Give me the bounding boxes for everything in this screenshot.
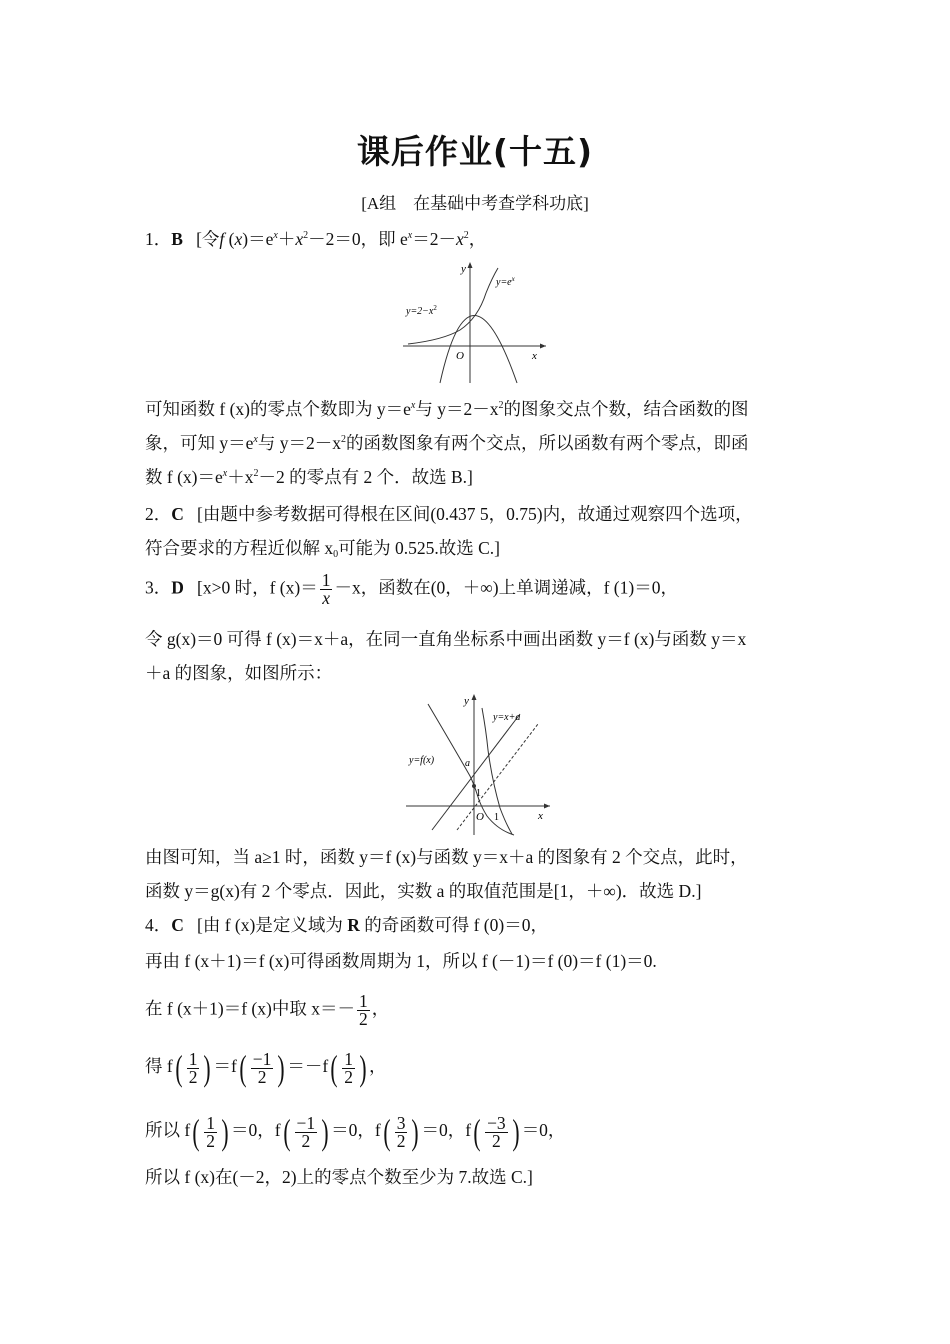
q4-line6: 所以 f (x)在(－2，2)上的零点个数至少为 7.故选 C.]	[145, 1167, 533, 1187]
q1-text: 象，可知 y＝e	[145, 433, 254, 453]
q1-label-o: O	[456, 350, 464, 362]
paren-open: (	[192, 1112, 200, 1152]
q4-line4	[145, 1050, 386, 1086]
q1-text: 的图象交点个数，结合函数的图	[503, 399, 749, 419]
q1-line4	[145, 466, 473, 488]
q3-line4: 由图可知，当 a≥1 时，函数 y＝f (x)与函数 y＝x＋a 的图象有 2 个交点，此时，	[145, 847, 748, 867]
q1-text: f	[219, 229, 225, 249]
q4-frac-den: 2	[492, 1130, 501, 1151]
q1-text: x	[455, 229, 464, 249]
q2-line2	[145, 537, 500, 559]
q1-text: )	[242, 229, 249, 249]
q1-text: －2 的零点有 2 个．故选 B.]	[258, 467, 473, 487]
q1-text: 2	[498, 400, 504, 411]
q1-text: [令	[196, 229, 220, 249]
q1-number: 1．	[145, 229, 172, 249]
q4-frac-den: 2	[344, 1066, 353, 1087]
q4-frac-den: 2	[188, 1066, 198, 1087]
q4-text: ＝0，f	[421, 1120, 472, 1141]
q1-label-par-sup: 2	[433, 304, 437, 312]
q4-number: 4．	[145, 915, 172, 935]
q2-text: 可能为 0.525.故选 C.]	[338, 538, 500, 558]
q3-text: －x，函数在(0，＋∞)上单调递减，f (1)＝0，	[334, 577, 678, 598]
q2-text: [由题中参考数据可得根在区间(0.437 5，0.75)内，故通过观察四个选项，	[197, 504, 753, 524]
q4-frac-num: −1	[296, 1112, 316, 1133]
q1-text: x	[273, 230, 278, 241]
q4-line3	[145, 993, 389, 1028]
q1-text: x	[253, 434, 258, 445]
q3-text: [x>0 时，f (x)＝	[197, 577, 318, 598]
q4-text: ＝0，f	[230, 1120, 281, 1141]
q4-frac-den: 2	[257, 1066, 267, 1087]
q1-text: 可知函数 f (x)的零点个数即为 y＝e	[145, 399, 411, 419]
q1-label-par	[405, 304, 437, 317]
q4-frac	[295, 1112, 318, 1151]
q3-label-1x: 1	[494, 812, 499, 823]
q4-frac	[395, 1112, 408, 1151]
q3-y-arrow	[472, 694, 477, 700]
q4-answer: C	[171, 915, 184, 935]
q4-frac-num: 1	[358, 991, 368, 1011]
q4-frac	[251, 1048, 274, 1087]
q4-frac-num: −1	[252, 1048, 272, 1069]
q1-text: 与 y＝2－x	[415, 399, 499, 419]
q3-line1	[145, 572, 678, 607]
q4-frac	[204, 1112, 217, 1151]
q1-text: x	[407, 230, 413, 241]
q4-text: 在 f (x＋1)＝f (x)中取 x＝－	[145, 998, 355, 1019]
q4-frac-den: 2	[301, 1130, 311, 1151]
q1-y-arrow	[468, 262, 473, 268]
paren-open: (	[473, 1112, 481, 1152]
q2-text: 0	[333, 549, 339, 560]
q3-number: 3．	[145, 577, 172, 598]
q1-text: ＝2－	[412, 229, 456, 249]
q3-label-f: y=f(x)	[409, 755, 435, 766]
paren-open: (	[239, 1048, 247, 1088]
q1-label-exp	[495, 275, 516, 288]
q1-parabola	[440, 316, 517, 384]
q4-frac-den: 2	[396, 1130, 406, 1151]
q4-line2: 再由 f (x＋1)＝f (x)可得函数周期为 1，所以 f (－1)＝f (0)＝f (1)＝0.	[145, 951, 657, 971]
q1-text: 2	[463, 230, 469, 241]
q1-text: ＝e	[248, 229, 274, 249]
paren-open: (	[330, 1048, 338, 1088]
q4-text: ＝0，f	[331, 1120, 381, 1141]
q3-graph	[402, 690, 554, 838]
q3-x-arrow	[544, 804, 550, 809]
q4-frac-num: 1	[188, 1048, 198, 1069]
paren-close: )	[203, 1048, 212, 1088]
q4-text: 得 f	[145, 1056, 173, 1077]
q4-text: ＝0，	[521, 1120, 566, 1141]
q3-fraction	[320, 572, 333, 607]
q4-frac-den: 2	[358, 1009, 368, 1029]
q4-frac-num: 1	[344, 1048, 353, 1069]
q1-answer: B	[171, 229, 183, 249]
q4-text: 所以 f	[145, 1120, 191, 1141]
q4-frac-den: 2	[206, 1130, 215, 1151]
q4-frac	[485, 1112, 508, 1151]
q2-answer: C	[171, 504, 184, 524]
q1-text: 与 y＝2－x	[257, 433, 341, 453]
q2-number: 2．	[145, 504, 172, 524]
q1-label-par-text: y=2−x	[406, 306, 434, 317]
q1-label-exp-text: y=e	[496, 277, 512, 288]
q3-label-line: y=x+a	[493, 712, 521, 723]
q1-text: x	[295, 229, 304, 249]
q4-frac	[357, 993, 370, 1028]
paren-close: )	[512, 1112, 520, 1152]
q4-text: ，	[368, 1056, 387, 1077]
q3-label-o: O	[476, 811, 484, 823]
q3-frac-num: 1	[321, 570, 331, 590]
q3-fx-left	[428, 704, 514, 835]
paren-close: )	[359, 1048, 367, 1088]
group-heading: [A组 在基础中考查学科功底]	[361, 194, 589, 213]
q1-text: ＋	[277, 229, 296, 249]
q4-line1	[145, 914, 548, 936]
q1-text: (	[228, 229, 235, 249]
paren-close: )	[277, 1048, 286, 1088]
q4-text: ＝f	[213, 1056, 237, 1077]
q3-line2: 令 g(x)＝0 可得 f (x)＝x＋a，在同一直角坐标系中画出函数 y＝f (x)与函数 y＝x	[145, 629, 747, 649]
q1-text: 的函数图象有两个交点，所以函数有两个零点，即函	[345, 433, 749, 453]
q4-text: R	[347, 915, 360, 935]
q1-text: x	[234, 229, 243, 249]
paren-open: (	[282, 1112, 291, 1152]
q3-frac-den: x	[322, 588, 330, 608]
page-title: 课后作业(十五)	[356, 132, 594, 171]
paren-close: )	[321, 1112, 329, 1152]
q2-text: 符合要求的方程近似解 x	[145, 538, 334, 558]
q1-line3	[145, 432, 748, 454]
q1-x-arrow	[540, 344, 546, 349]
q1-line1	[145, 228, 486, 250]
paren-open: (	[383, 1112, 391, 1152]
q3-label-1y: 1	[476, 788, 481, 799]
q1-text: 数 f (x)＝e	[145, 467, 223, 487]
q1-text: x	[222, 468, 228, 479]
q4-text: ，	[371, 998, 390, 1019]
q4-frac	[342, 1048, 355, 1087]
paren-open: (	[175, 1048, 183, 1088]
q4-line5	[145, 1114, 565, 1150]
q1-text: ，	[468, 229, 487, 249]
q1-label-x: x	[532, 350, 537, 362]
q1-text: 2	[253, 468, 259, 479]
q1-label-exp-sup: x	[511, 275, 515, 283]
q4-frac-num: 3	[396, 1112, 406, 1133]
q4-frac	[187, 1048, 200, 1087]
q1-text: 2	[340, 434, 346, 445]
paren-close: )	[221, 1112, 229, 1152]
q4-text: [由 f (x)是定义域为	[197, 915, 348, 935]
q4-frac-num: 1	[206, 1112, 215, 1133]
q4-text: ＝－f	[287, 1056, 329, 1077]
q4-text: 的奇函数可得 f (0)＝0，	[359, 915, 548, 935]
q1-graph	[398, 258, 548, 388]
q3-label-y: y	[464, 695, 469, 707]
q3-label-x: x	[538, 810, 543, 822]
q1-text: x	[410, 400, 416, 411]
q1-text: ＋x	[227, 467, 254, 487]
q1-text: 2	[303, 230, 309, 241]
q2-line1	[145, 503, 753, 525]
q3-answer: D	[171, 577, 184, 598]
q4-frac-num: −3	[487, 1112, 506, 1133]
q1-text: －2＝0，即 e	[308, 229, 408, 249]
q3-label-a: a	[465, 758, 470, 769]
q3-line5: 函数 y＝g(x)有 2 个零点．因此，实数 a 的取值范围是[1，＋∞)．故选 D.]	[145, 881, 702, 901]
q3-line3: ＋a 的图象，如图所示：	[145, 663, 333, 683]
q1-label-y: y	[461, 263, 466, 275]
q1-line2	[145, 398, 748, 420]
paren-close: )	[411, 1112, 420, 1152]
